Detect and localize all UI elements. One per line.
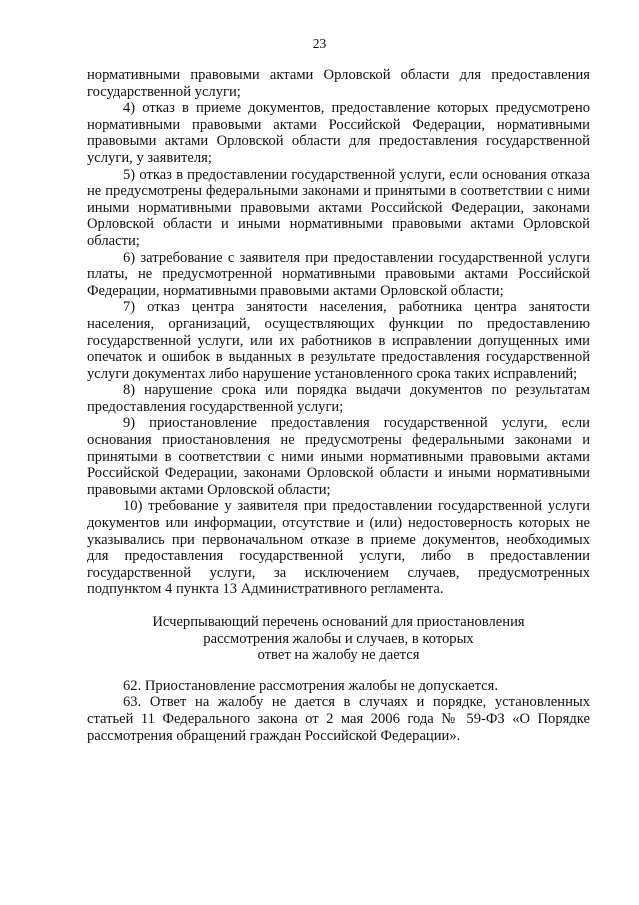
document-body <box>87 67 590 744</box>
paragraph: 4) отказ в приеме документов, предоставление которых предусмотрено нормативными правовыми актами Российской Федерации, нормативными правовыми актами Орловской области для предоставления государственной услуги, у заявителя; <box>87 100 590 166</box>
section-heading <box>87 614 590 664</box>
paragraph: 63. Ответ на жалобу не дается в случаях и порядке, установленных статьей 11 Федерального закона от 2 мая 2006 года № 59-ФЗ «О Порядке рассмотрения обращений граждан Российской Федерации». <box>87 694 590 744</box>
paragraph: 62. Приостановление рассмотрения жалобы не допускается. <box>123 677 499 694</box>
paragraph: 7) отказ центра занятости населения, работника центра занятости населения, организаций, осуществляющих функции по предоставлению государственной услуги, или их работников в исправлении допущенных ими опечаток и ошибок в выданных в результате предоставления государственной услуги документах либо нарушение установленного срока таких исправлений; <box>87 299 590 382</box>
paragraph: 10) требование у заявителя при предоставлении государственной услуги документов или информации, отсутствие и (или) недостоверность которых не указывались при первоначальном отказе в приеме документов, необходимых для предоставления государственной услуги, либо в предоставлении государственной услуги, за исключением случаев, предусмотренных подпунктом 4 пункта 13 Административного регламента. <box>87 498 590 598</box>
heading-line-2: рассмотрения жалобы и случаев, в которых <box>203 630 474 647</box>
paragraph: 6) затребование с заявителя при предоставлении государственной услуги платы, не предусмотренной нормативными правовыми актами Российской Федерации, нормативными правовыми актами Орловской области; <box>87 249 590 299</box>
list-items-section <box>87 67 590 598</box>
paragraph: 5) отказ в предоставлении государственной услуги, если основания отказа не предусмотрены федеральными законами и принятыми в соответствии с ними иными нормативными правовыми актами Российской Федерации, законами Орловской области и иными нормативными правовыми актами Орловской области; <box>87 166 590 249</box>
heading-line-1: Исчерпывающий перечень оснований для приостановления <box>152 614 525 630</box>
page-number: 23 <box>312 36 327 51</box>
heading-line-3: ответ на жалобу не дается <box>257 647 420 664</box>
numbered-clauses-section <box>87 678 590 744</box>
paragraph: 9) приостановление предоставления государственной услуги, если основания приостановления не предусмотрены федеральными законами и принятыми в соответствии с ними иными нормативными правовыми актами Российской Федерации, законами Орловской области и иными нормативными правовыми актами Орловской области; <box>87 415 590 498</box>
paragraph: 8) нарушение срока или порядка выдачи документов по результатам предоставления государственной услуги; <box>87 382 590 415</box>
paragraph: нормативными правовыми актами Орловской области для предоставления государственной услуги; <box>87 67 590 100</box>
